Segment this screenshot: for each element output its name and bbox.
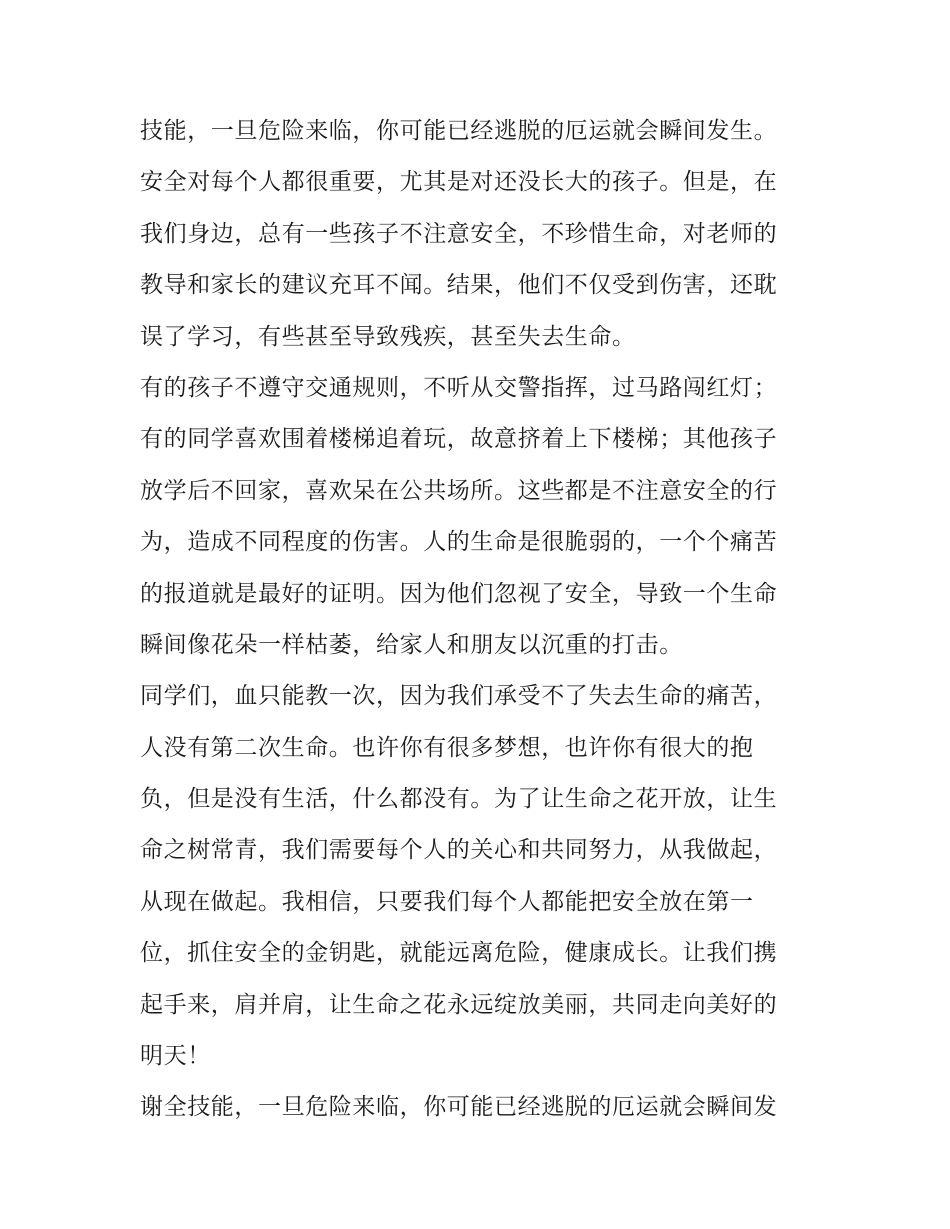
text-line: 安全对每个人都很重要，尤其是对还没长大的孩子。但是，在 <box>140 169 778 196</box>
text-line: 谢全技能，一旦危险来临，你可能已经逃脱的厄运就会瞬间发 <box>140 1094 778 1121</box>
text-line: 有的同学喜欢围着楼梯追着玩，故意挤着上下楼梯；其他孩子 <box>140 426 778 453</box>
text-line: 负，但是没有生活，什么都没有。为了让生命之花开放，让生 <box>140 786 778 813</box>
document-body <box>140 106 812 1134</box>
text-line: 明天！ <box>140 1043 211 1070</box>
text-line: 的报道就是最好的证明。因为他们忽视了安全，导致一个生命 <box>140 580 778 607</box>
text-line: 从现在做起。我相信，只要我们每个人都能把安全放在第一 <box>140 888 754 915</box>
text-line: 教导和家长的建议充耳不闻。结果，他们不仅受到伤害，还耽 <box>140 272 778 299</box>
text-line: 瞬间像花朵一样枯萎，给家人和朋友以沉重的打击。 <box>140 631 683 658</box>
text-line: 位，抓住安全的金钥匙，就能远离危险，健康成长。让我们携 <box>140 940 778 967</box>
text-line: 人没有第二次生命。也许你有很多梦想，也许你有很大的抱 <box>140 734 754 761</box>
text-line: 有的孩子不遵守交通规则，不听从交警指挥，过马路闯红灯； <box>140 374 778 401</box>
text-line: 放学后不回家，喜欢呆在公共场所。这些都是不注意安全的行 <box>140 477 778 504</box>
text-line: 起手来，肩并肩，让生命之花永远绽放美丽，共同走向美好的 <box>140 991 778 1018</box>
text-line: 命之树常青，我们需要每个人的关心和共同努力，从我做起， <box>140 837 778 864</box>
text-line: 同学们，血只能教一次，因为我们承受不了失去生命的痛苦， <box>140 683 778 710</box>
text-line: 技能，一旦危险来临，你可能已经逃脱的厄运就会瞬间发生。 <box>140 118 778 144</box>
text-line: 为，造成不同程度的伤害。人的生命是很脆弱的，一个个痛苦 <box>140 529 778 556</box>
text-line: 误了学习，有些甚至导致残疾，甚至失去生命。 <box>140 323 636 350</box>
text-line: 我们身边，总有一些孩子不注意安全，不珍惜生命，对老师的 <box>140 220 778 247</box>
